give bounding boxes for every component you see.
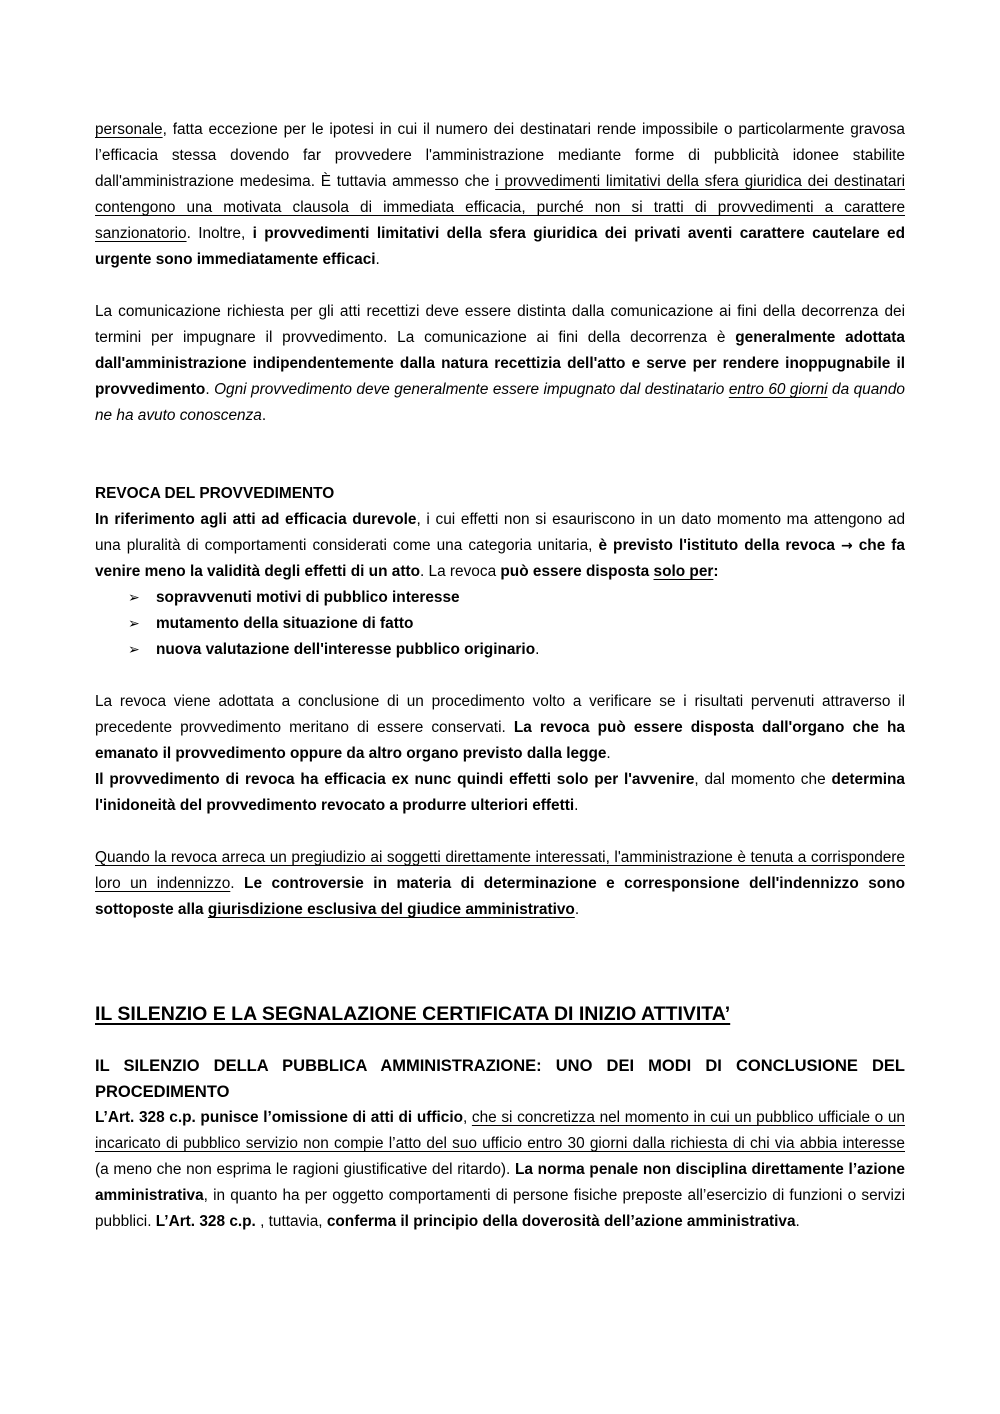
text: . (606, 745, 611, 762)
text: : (713, 563, 719, 580)
text: Ogni provvedimento deve generalmente essere impugnato dal destinatario (214, 381, 729, 398)
text: , in quanto ha per oggetto comportamenti di persone fisiche preposte all’esercizio di funzioni o servizi pubblici. (95, 1187, 905, 1230)
bold-text: L’Art. 328 c.p. (155, 1213, 256, 1230)
text: , tuttavia, (255, 1213, 327, 1230)
paragraph-indennizzo (95, 845, 905, 923)
bold-text: Il provvedimento di revoca ha efficacia ex nunc quindi effetti solo per l'avvenire (95, 771, 695, 788)
bold-text: determina l'inidoneità del provvedimento revocato a produrre ulteriori effetti (95, 771, 905, 814)
text: . (574, 901, 580, 918)
paragraph-comunicazione (95, 299, 905, 429)
section-heading-revoca: REVOCA DEL PROVVEDIMENTO (95, 485, 335, 502)
text: . (795, 1213, 800, 1230)
text: . (230, 875, 245, 892)
underlined-text: che si concretizza nel momento in cui un pubblico ufficiale o un incaricato di pubblico servizio non compie l’atto del suo ufficio entro 30 giorni dalla richiesta di chi via abbia interesse (95, 1109, 905, 1152)
arrowhead-bullet-icon: ➢ (128, 590, 140, 606)
paragraph-revoca-intro (95, 507, 905, 585)
list-item (128, 611, 905, 637)
bold-text (500, 563, 718, 580)
underlined-text: i provvedimenti limitativi della sfera giuridica dei destinatari contengono una motivata clausola di immediata efficacia, purché non si tratti di provvedimenti a carattere sanzionatorio (95, 173, 905, 242)
text: . (205, 381, 215, 398)
list-item-text: nuova valutazione dell'interesse pubblico originario (156, 641, 536, 658)
text: . (535, 641, 540, 658)
paragraph-efficacia (95, 117, 905, 273)
underlined-text: entro 60 giorni (728, 381, 828, 398)
text: La comunicazione richiesta per gli atti recettizi deve essere distinta dalla comunicazione ai fini della decorrenza dei termini per impugnare il provvedimento. La comunicazione ai fini della decorrenza è (95, 303, 905, 346)
text: , dal momento che (694, 771, 832, 788)
italic-text (95, 381, 905, 424)
text: può essere disposta (500, 563, 654, 580)
document-body (95, 117, 905, 1235)
text: . (375, 251, 380, 268)
bold-text: La revoca può essere disposta dall'organo che ha emanato il provvedimento oppure da altro organo previsto dalla legge (95, 719, 905, 762)
arrowhead-bullet-icon: ➢ (128, 616, 140, 632)
bold-text: i provvedimenti limitativi della sfera giuridica dei privati aventi carattere cautelare ed urgente sono immediatamente efficaci (95, 225, 905, 268)
bold-text: La norma penale non disciplina direttamente l’azione amministrativa (95, 1161, 905, 1204)
section-heading-silenzio-pa: IL SILENZIO DELLA PUBBLICA AMMINISTRAZIONE: UNO DEI MODI DI CONCLUSIONE DEL PROCEDIMENTO (95, 1057, 905, 1101)
underlined-text: Quando la revoca arreca un pregiudizio ai soggetti direttamente interessati, l'amministrazione è tenuta a corrispondere loro un indennizzo (95, 849, 905, 892)
paragraph-art-328 (95, 1105, 905, 1235)
text: , fatta eccezione per le ipotesi in cui il numero dei destinatari rende impossibile o particolarmente gravosa l’efficacia stessa dovendo far provvedere l'amministrazione mediante forme di pubblicità idonee stabilite dall'amministrazione medesima. È tuttavia ammesso che (95, 121, 905, 190)
paragraph-revoca-procedimento (95, 689, 905, 767)
arrow-right-icon: → (840, 538, 853, 554)
text: . Inoltre, (186, 225, 253, 242)
bullet-list-revoca (95, 585, 905, 663)
bold-text: generalmente adottata dall'amministrazione indipendentemente dalla natura recettizia dell'atto e serve per rendere inoppugnabile il provvedimento (95, 329, 905, 398)
bold-text: conferma il principio della doverosità dell’azione amministrativa (326, 1213, 796, 1230)
bold-text: In riferimento agli atti ad efficacia durevole (95, 511, 417, 528)
text: che fa venire meno la validità degli effetti di un atto (95, 537, 905, 580)
text: La revoca viene adottata a conclusione di un procedimento volto a verificare se i risultati pervenuti attraverso il precedente provvedimento meritano di essere conservati. (95, 693, 905, 736)
list-item-text: mutamento della situazione di fatto (156, 615, 414, 632)
text: Le controversie in materia di determinazione e corresponsione dell'indennizzo sono sottoposte alla (95, 875, 905, 918)
underlined-text: giurisdizione esclusiva del giudice amministrativo (207, 901, 575, 918)
chapter-heading-silenzio: IL SILENZIO E LA SEGNALAZIONE CERTIFICATA DI INIZIO ATTIVITA’ (95, 1003, 731, 1025)
list-item (128, 637, 905, 663)
paragraph-revoca-efficacia (95, 767, 905, 819)
text: da quando ne ha avuto conoscenza (95, 381, 905, 424)
list-item (128, 585, 905, 611)
text: , (463, 1109, 472, 1126)
underlined-text: personale (95, 121, 163, 138)
arrowhead-bullet-icon: ➢ (128, 642, 140, 658)
underlined-text: solo per (653, 563, 714, 580)
text: , i cui effetti non si esauriscono in un dato momento ma attengono ad una pluralità di comportamenti considerati come una categoria unitaria, (95, 511, 906, 554)
list-item-text: sopravvenuti motivi di pubblico interesse (156, 589, 460, 606)
text: . (574, 797, 579, 814)
bold-text: L’Art. 328 c.p. punisce l’omissione di atti di ufficio (95, 1109, 463, 1126)
text: . (261, 407, 267, 424)
text: (a meno che non esprima le ragioni giustificative del ritardo). (95, 1161, 516, 1178)
text: . La revoca (419, 563, 501, 580)
text: è previsto l'istituto della revoca (598, 537, 841, 554)
